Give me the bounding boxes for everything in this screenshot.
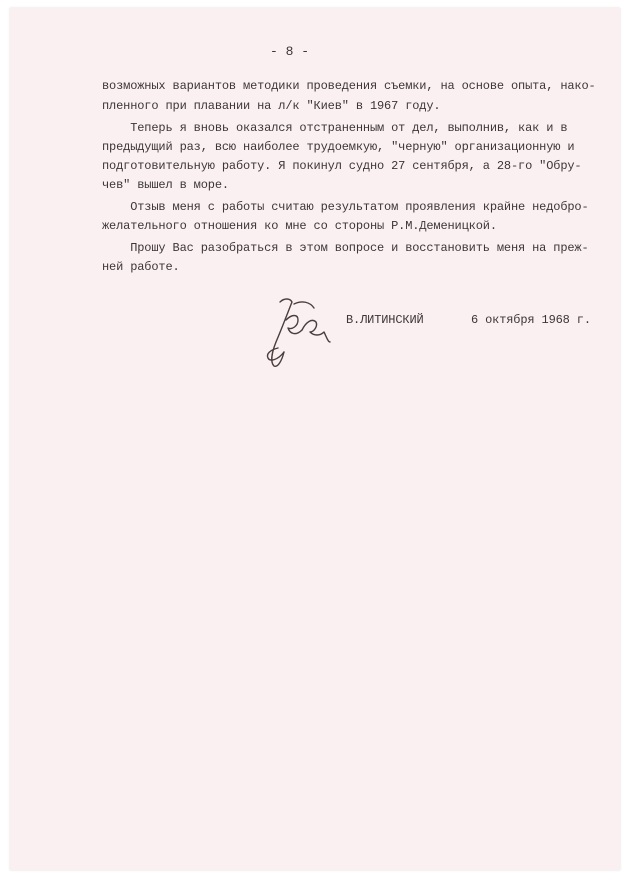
signature-block — [258, 290, 608, 380]
handwritten-signature — [258, 290, 338, 380]
document-page — [10, 8, 620, 870]
text-line: ней работе. — [102, 260, 180, 274]
text-line: возможных вариантов методики проведения съемки, на основе опыта, нако- — [102, 79, 596, 93]
text-line: подготовительную работу. Я покинул судно 27 сентября, а 28-го "Обру- — [102, 159, 582, 173]
text-line: пленного при плавании на л/к "Киев" в 1967 году. — [102, 99, 441, 113]
signature-date: 6 октября 1968 г. — [471, 313, 591, 327]
letter-body — [102, 78, 612, 278]
page-number: - 8 - — [270, 44, 310, 59]
text-line: чев" вышел в море. — [102, 178, 229, 192]
text-line: предыдущий раз, всю наиболее трудоемкую, "черную" организационную и — [102, 140, 575, 154]
text-line: желательного отношения ко мне со стороны Р.М.Деменицкой. — [102, 219, 497, 233]
text-line: Отзыв меня с работы считаю результатом проявления крайне недобро- — [102, 200, 589, 214]
text-line: Прошу Вас разобраться в этом вопросе и восстановить меня на преж- — [102, 241, 589, 255]
author-name: В.ЛИТИНСКИЙ — [346, 313, 424, 327]
text-line: Теперь я вновь оказался отстраненным от дел, выполнив, как и в — [102, 121, 568, 135]
